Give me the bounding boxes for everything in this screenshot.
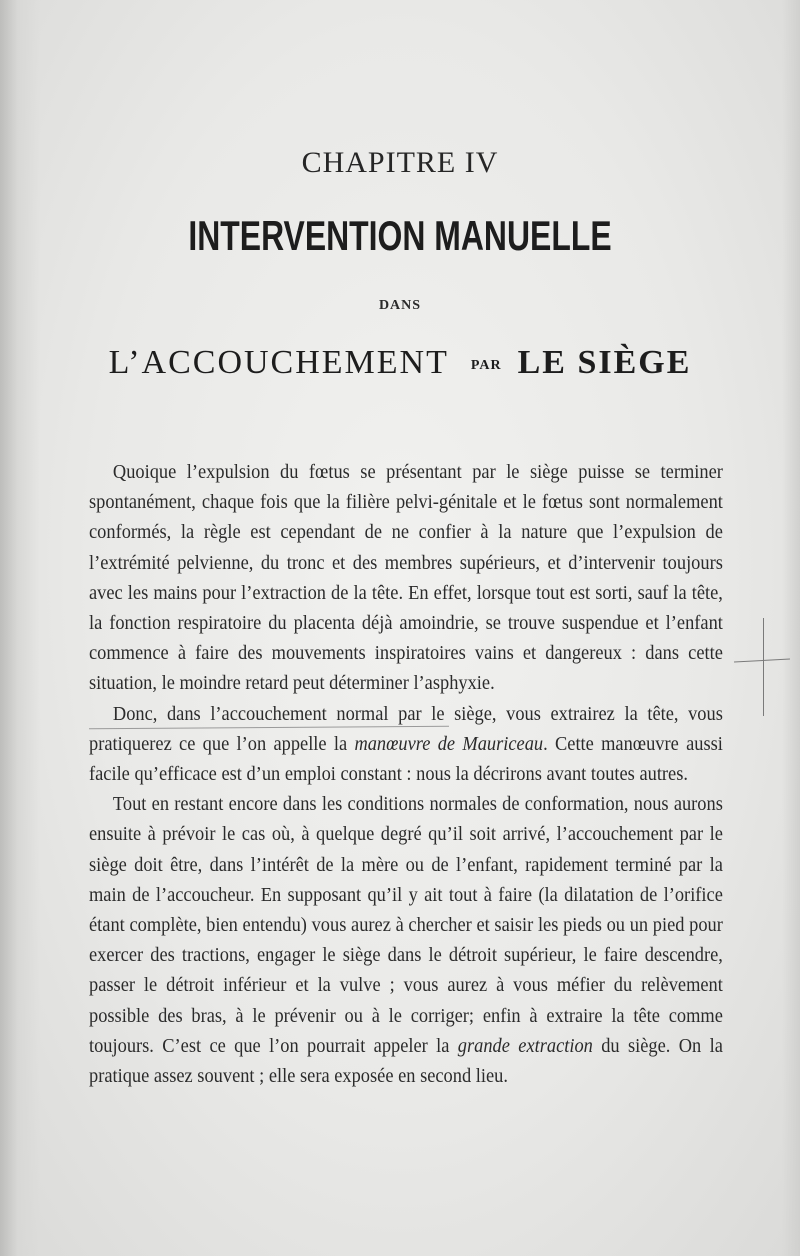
- chapter-title-line2: [0, 344, 800, 382]
- paragraph-3-text-a: Tout en restant encore dans les conditions normales de conformation, nous aurons ensuite à prévoir le cas où, à quelque degré qu’il soit arrivé, l’accouchement par le siège doit être, dans l’intérêt de la mère ou de l’enfant, rapidement terminé par la main de l’accoucheur. En supposant qu’il y ait tout à faire (la dilatation de l’orifice étant complète, bien entendu) vous aurez à chercher et saisir les pieds ou un pied pour exercer des tractions, engager le siège dans le détroit supérieur, le faire descendre, passer le détroit inférieur et la vulve ; vous aurez à vous méfier du relèvement possible des bras, à le prévenir ou à le corriger; enfin à extraire la tête comme toujours. C’est ce que l’on pourrait appeler la: [89, 793, 723, 1057]
- paragraph-2-text-a: Donc, dans l’accouchement normal par le siège, vous extrairez la tête, vous pratiquerez ce que l’on appelle la: [89, 702, 723, 755]
- chapter-title-par: PAR: [470, 358, 502, 373]
- paragraph-3-text-b: du siège. On la pratique assez souvent ; elle sera exposée en second lieu.: [89, 1034, 723, 1088]
- paragraph-3-emphasis: grande extraction: [457, 1034, 593, 1057]
- chapter-number: CHAPITRE IV: [301, 146, 499, 179]
- paragraph-3: [89, 789, 723, 1091]
- page-edge-shadow: [782, 0, 800, 1256]
- chapter-title-line1: INTERVENTION MANUELLE: [188, 212, 612, 259]
- paragraph-2-text-b: . Cette manœuvre aussi facile qu’efficace est d’un emploi constant : nous la décrirons avant toutes autres.: [89, 732, 723, 786]
- chapter-title-accouchement: L’ACCOUCHEMENT: [108, 344, 449, 381]
- paragraph-2-emphasis: manœuvre de Mauriceau: [354, 732, 544, 755]
- paragraph-2: [89, 699, 723, 790]
- paragraph-1: Quoique l’expulsion du fœtus se présentant par le siège puisse se terminer spontanément, chaque fois que la filière pelvi-génitale et le fœtus sont normalement conformés, la règle est cependant de ne confier à la nature que l’expulsion de l’extrémité pelvienne, du tronc et des membres supérieurs, et d’intervenir toujours avec les mains pour l’extraction de la tête. En effet, lorsque tout est sorti, sauf la tête, la fonction respiratoire du placenta déjà amoindrie, se trouve suspendue et l’enfant commence à faire des mouvements inspiratoires vains et dangereux : dans cette situation, le moindre retard peut déterminer l’asphyxie.: [89, 461, 723, 695]
- page-fold-shadow: [0, 0, 40, 1256]
- chapter-title-siege: LE SIÈGE: [517, 344, 692, 381]
- margin-cross-mark-vertical: [763, 618, 764, 716]
- chapter-title-connector: DANS: [378, 298, 422, 313]
- chapter-body-text: [89, 457, 723, 1091]
